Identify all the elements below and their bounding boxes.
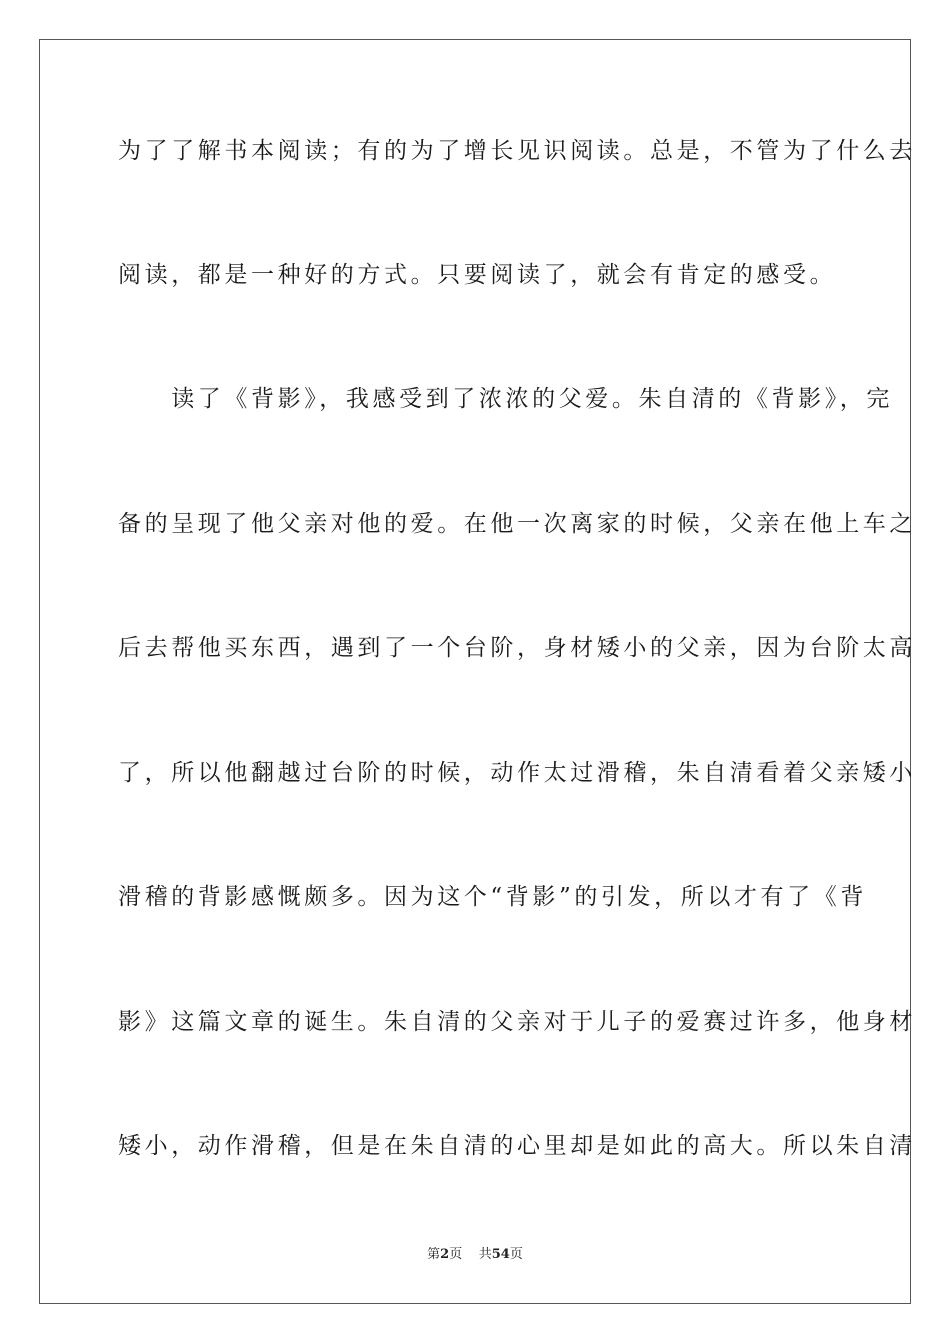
text-line: 了，所以他翻越过台阶的时候，动作太过滑稽，朱自清看着父亲矮小 <box>118 760 916 786</box>
text-line: 读了《背影》，我感受到了浓浓的父爱。朱自清的《背影》，完 <box>118 386 893 412</box>
total-prefix: 共 <box>478 1247 492 1262</box>
text-line: 滑稽的背影感慨颇多。因为这个“背影”的引发，所以才有了《背 <box>118 884 867 910</box>
total-pages: 54 <box>491 1247 510 1262</box>
text-line: 阅读，都是一种好的方式。只要阅读了，就会有肯定的感受。 <box>118 262 837 288</box>
text-line: 矮小，动作滑稽，但是在朱自清的心里却是如此的高大。所以朱自清 <box>118 1133 916 1159</box>
page-number: 2 <box>440 1247 450 1262</box>
page-footer <box>0 1246 950 1264</box>
page-prefix: 第 <box>427 1247 441 1262</box>
total-suffix: 页 <box>509 1247 523 1262</box>
page-border <box>39 39 916 1304</box>
text-line: 后去帮他买东西，遇到了一个台阶，身材矮小的父亲，因为台阶太高 <box>118 635 916 661</box>
page-suffix: 页 <box>449 1247 463 1262</box>
text-line: 影》这篇文章的诞生。朱自清的父亲对于儿子的爱赛过许多，他身材 <box>118 1009 916 1035</box>
text-line: 备的呈现了他父亲对他的爱。在他一次离家的时候，父亲在他上车之 <box>118 511 916 537</box>
text-line: 为了了解书本阅读；有的为了增长见识阅读。总是，不管为了什么去 <box>118 138 916 164</box>
